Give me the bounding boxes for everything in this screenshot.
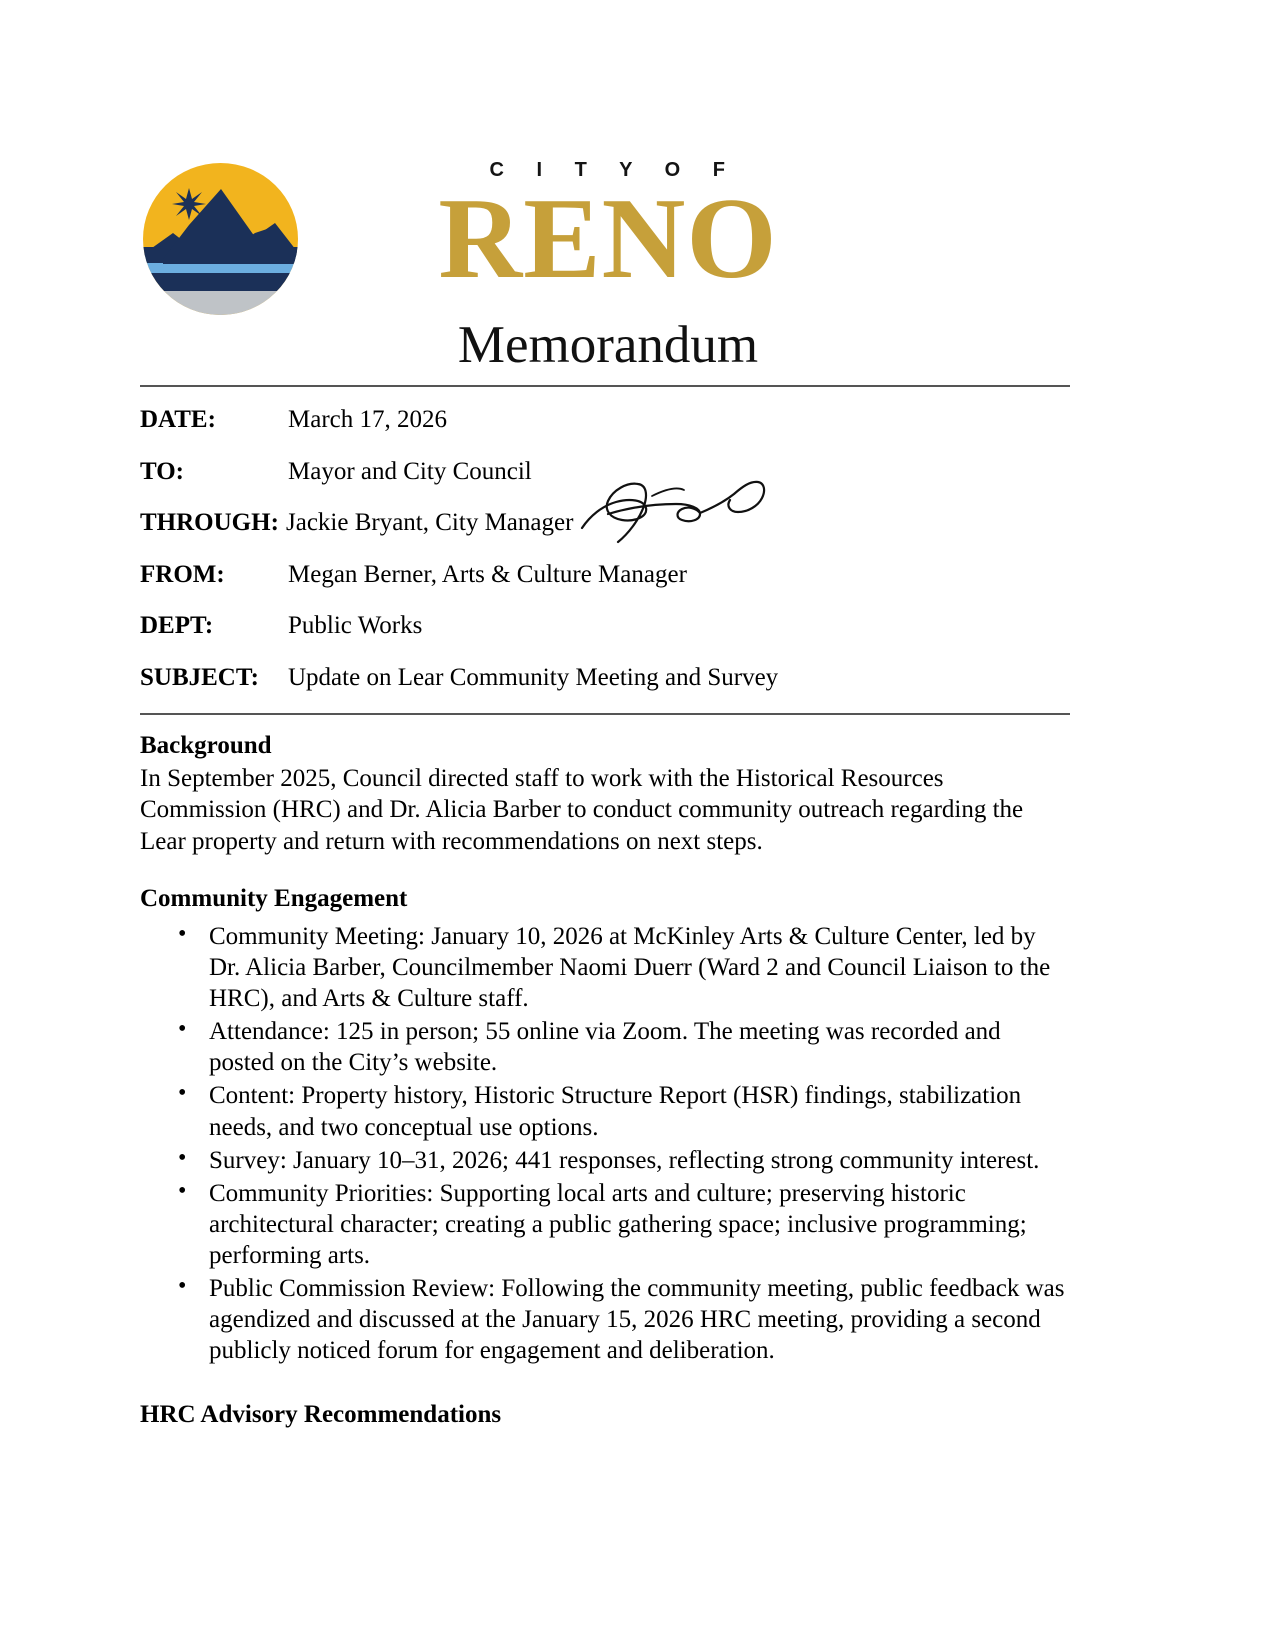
memo-field-value: Public Works	[288, 612, 423, 639]
memo-field-label: TO:	[140, 457, 184, 485]
list-item: • Survey: January 10–31, 2026; 441 responses, reflecting strong community interest.	[140, 1145, 1072, 1176]
memo-body	[140, 730, 1072, 1432]
hrc-recommendations-heading: HRC Advisory Recommendations	[140, 1400, 502, 1428]
memo-field-value: Jackie Bryant, City Manager	[286, 509, 574, 536]
memo-field-label: DEPT:	[140, 612, 214, 639]
memo-fields	[140, 404, 1075, 713]
community-engagement-heading: Community Engagement	[140, 884, 408, 912]
memo-field-date	[140, 404, 1075, 437]
list-item: • Attendance: 125 in person; 55 online via Zoom. The meeting was recorded and posted on the City’s website.	[140, 1016, 1072, 1078]
list-item: • Content: Property history, Historic Structure Report (HSR) findings, stabilization needs, and two conceptual use options.	[140, 1080, 1072, 1142]
memo-field-label: THROUGH:	[140, 509, 279, 536]
memo-field-value: March 17, 2026	[288, 406, 447, 433]
list-item: • Community Priorities: Supporting local arts and culture; preserving historic architectural character; creating a public gathering space; inclusive programming; performing arts.	[140, 1178, 1072, 1271]
memo-field-value: Update on Lear Community Meeting and Survey	[288, 663, 779, 691]
background-heading: Background	[140, 732, 272, 759]
reno-text: RENO	[438, 175, 778, 303]
header-divider-top	[140, 385, 1070, 387]
memo-field-value: Megan Berner, Arts & Culture Manager	[288, 560, 687, 588]
memo-field-from	[140, 559, 1075, 592]
community-engagement-list	[140, 921, 1072, 1367]
document-header	[0, 0, 1265, 374]
memorandum-title: Memorandum	[457, 316, 759, 374]
memo-field-label: FROM:	[140, 560, 225, 588]
header-divider-bottom	[140, 713, 1070, 715]
memo-field-label: SUBJECT:	[140, 663, 260, 691]
city-of-reno-seal-icon	[143, 163, 298, 315]
memo-field-dept	[140, 610, 1075, 643]
list-item: • Community Meeting: January 10, 2026 at McKinley Arts & Culture Center, led by Dr. Alicia Barber, Councilmember Naomi Duerr (Ward 2 and Council Liaison to the HRC), and Arts & Culture staff.	[140, 921, 1072, 1014]
memo-field-label: DATE:	[140, 406, 216, 433]
memo-field-subject	[140, 662, 1075, 695]
section-spacer	[140, 857, 1072, 883]
memo-field-to	[140, 456, 1075, 489]
city-of-text: C I T Y O F	[489, 159, 739, 181]
section-spacer	[140, 1369, 1072, 1399]
memo-field-through	[140, 507, 1075, 540]
list-item: • Public Commission Review: Following the community meeting, public feedback was agendized and discussed at the January 15, 2026 HRC meeting, providing a second publicly noticed forum for engagement and deliberation.	[140, 1273, 1072, 1366]
background-paragraph: In September 2025, Council directed staff to work with the Historical Resources Commission (HRC) and Dr. Alicia Barber to conduct community outreach regarding the Lear property and return with recommendations on next steps.	[140, 765, 1024, 855]
reno-wordmark	[438, 159, 778, 303]
memo-field-value: Mayor and City Council	[288, 457, 532, 485]
